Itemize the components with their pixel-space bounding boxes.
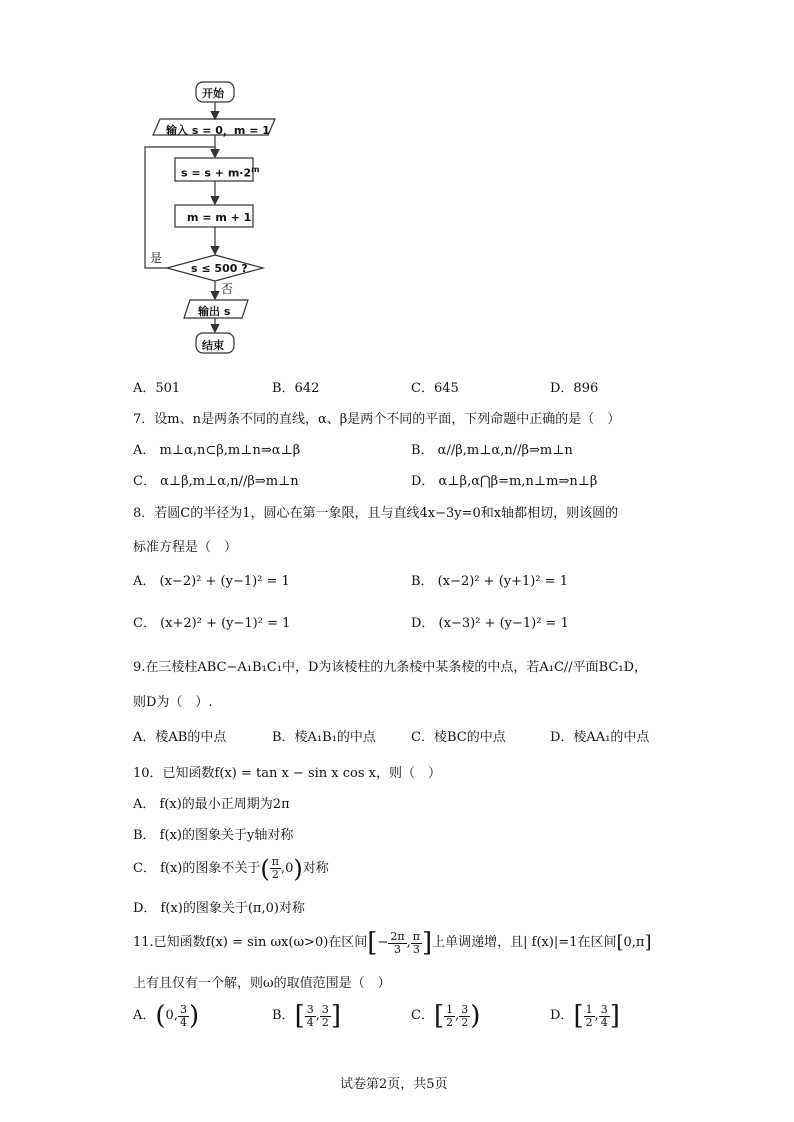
q7-option-d: D． α⊥β,α⋂β=m,n⊥m⇒n⊥β	[411, 474, 598, 489]
q9-stem-line2: 则D为（ ）.	[133, 695, 213, 710]
q7-option-c: C． α⊥β,m⊥α,n//β⇒m⊥n	[133, 474, 299, 489]
q8-option-a: A． (x−2)² + (y−1)² = 1	[133, 574, 290, 589]
q10-stem: 10．已知函数f(x) = tan x − sin x cos x，则（ ）	[133, 766, 441, 781]
q9-option-b: B．棱A₁B₁的中点	[272, 730, 376, 745]
flow-condition-label: s ≤ 500 ?	[191, 262, 248, 275]
flow-yes-label: 是	[150, 251, 163, 265]
q9-option-c: C．棱BC的中点	[411, 730, 506, 745]
flow-end-label: 结束	[202, 339, 224, 352]
flow-start-label: 开始	[202, 87, 224, 100]
q11-option-a: A． ( 0, 3 4 )	[133, 1001, 200, 1031]
q10-option-a: A． f(x)的最小正周期为2π	[133, 797, 290, 812]
q9-stem-line1: 9.在三棱柱ABC−A₁B₁C₁中，D为该棱柱的九条棱中某条棱的中点，若A₁C//平面BC₁D，	[133, 660, 648, 675]
q7-stem: 7．设m、n是两条不同的直线，α、β是两个不同的平面，下列命题中正确的是（ ）	[133, 412, 621, 427]
q6-option-b: B．642	[272, 381, 320, 396]
q8-option-b: B． (x−2)² + (y+1)² = 1	[411, 574, 568, 589]
q11-stem-line1: 11.已知函数f(x) = sin ωx(ω>0)在区间 [ − $\frac{2\pi}{3}$ , π 3 ] 上单调递增，且| f(x)|=1在区间 [ 0,π ]	[133, 928, 652, 958]
q11-option-b: B． [ 3 4 , 3 2 ]	[272, 1001, 342, 1031]
q10-option-b: B． f(x)的图象关于y轴对称	[133, 828, 294, 843]
q11-option-d: D． [ 1 2 , 3 4 ]	[550, 1001, 620, 1031]
flow-step2-label: m = m + 1	[187, 211, 252, 224]
flow-step1-label: $s = s + m\cdot 2^m$	[181, 165, 260, 180]
q8-stem-line2: 标准方程是（ ）	[133, 540, 238, 555]
flow-no-label: 否	[221, 282, 234, 296]
flow-output-label: 输出 s	[198, 305, 231, 318]
flow-input-label: 输入 s = 0，m = 1	[166, 124, 270, 137]
page-footer: 试卷第2页，共5页	[340, 1077, 448, 1092]
q9-option-a: A．棱AB的中点	[133, 730, 227, 745]
q6-option-d: D．896	[550, 381, 599, 396]
q8-stem-line1: 8．若圆C的半径为1，圆心在第一象限，且与直线4x−3y=0和x轴都相切，则该圆的	[133, 506, 619, 521]
q10-option-c: C． f(x)的图象不关于 ( π 2 ,0 ) 对称	[133, 854, 329, 883]
q7-option-b: B． α//β,m⊥α,n//β⇒m⊥n	[411, 443, 573, 458]
q6-option-a: A．501	[133, 381, 181, 396]
q10-option-d: D． f(x)的图象关于(π,0)对称	[133, 901, 305, 916]
q11-option-c: C． [ 1 2 , 3 2 )	[411, 1001, 481, 1031]
q8-option-d: D． (x−3)² + (y−1)² = 1	[411, 616, 569, 631]
q11-stem-line2: 上有且仅有一个解，则ω的取值范围是（ ）	[133, 976, 391, 991]
q6-option-c: C．645	[411, 381, 459, 396]
q8-option-c: C． (x+2)² + (y−1)² = 1	[133, 616, 291, 631]
q7-option-a: A． m⊥α,n⊂β,m⊥n⇒α⊥β	[133, 443, 301, 458]
q9-option-d: D．棱AA₁的中点	[550, 730, 650, 745]
